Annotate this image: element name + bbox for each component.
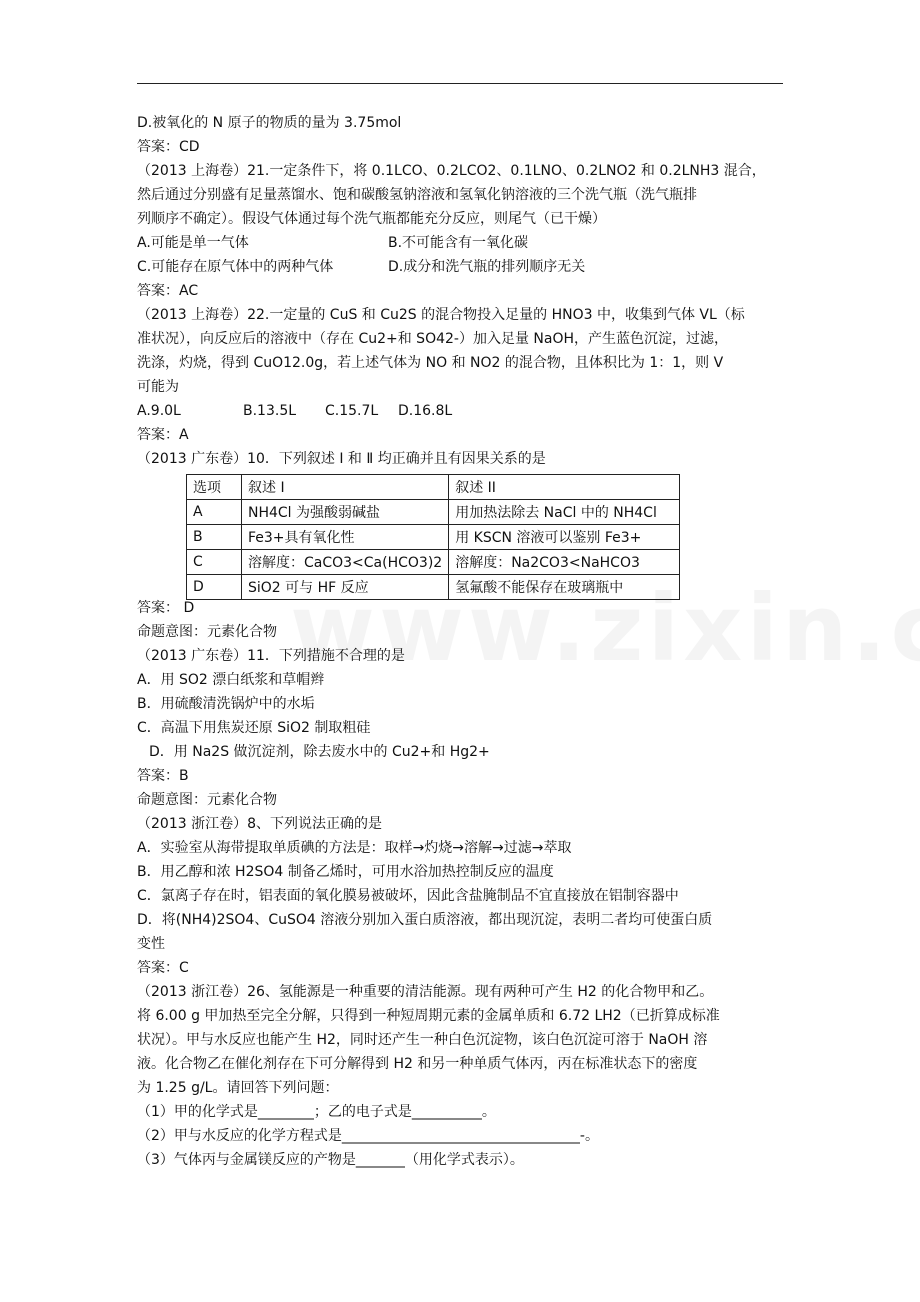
text-line: （2013 广东卷）11．下列措施不合理的是 [137, 648, 405, 664]
text-line: 状况）。甲与水反应也能产生 H2，同时还产生一种白色沉淀物，该白色沉淀可溶于 NaOH 溶 [137, 1032, 708, 1048]
table-row [187, 550, 680, 575]
text-line: 可能为 [137, 379, 179, 395]
table-cell: NH4Cl 为强酸弱碱盐 [242, 500, 449, 525]
text-line: D.被氧化的 N 原子的物质的量为 3.75mol [137, 115, 402, 131]
text-line: 洗涤，灼烧，得到 CuO12.0g，若上述气体为 NO 和 NO2 的混合物，且体积比为 1：1，则 V [137, 355, 724, 371]
table-cell: 用加热法除去 NaCl 中的 NH4Cl [449, 500, 680, 525]
text-line: 为 1.25 g/L。请回答下列问题： [137, 1080, 339, 1096]
table-row [187, 500, 680, 525]
option-a: A.9.0L [137, 403, 181, 419]
text-line: （2013 浙江卷）26、氢能源是一种重要的清洁能源。现有两种可产生 H2 的化合物甲和乙。 [137, 984, 714, 1000]
table-cell: C [187, 550, 242, 575]
table-cell: A [187, 500, 242, 525]
table-cell: 氢氟酸不能保存在玻璃瓶中 [449, 575, 680, 600]
text-line: （2013 上海卷）21.一定条件下，将 0.1LCO、0.2LCO2、0.1LNO、0.2LNO2 和 0.2LNH3 混合， [137, 163, 766, 179]
text-line: （2013 上海卷）22.一定量的 CuS 和 Cu2S 的混合物投入足量的 HNO3 中，收集到气体 VL（标 [137, 307, 745, 323]
table-header: 选项 [187, 475, 242, 500]
text-line: D．将(NH4)2SO4、CuSO4 溶液分别加入蛋白质溶液，都出现沉淀，表明二者均可使蛋白质 [137, 912, 713, 928]
table-cell: Fe3+具有氧化性 [242, 525, 449, 550]
table-cell: 用 KSCN 溶液可以鉴别 Fe3+ [449, 525, 680, 550]
text-line: B．用硫酸清洗锅炉中的水垢 [137, 696, 315, 712]
text-line: （2）甲与水反应的化学方程式是__________________________________-。 [137, 1128, 599, 1144]
text-line: 命题意图：元素化合物 [137, 624, 277, 640]
text-line: （1）甲的化学式是________；乙的电子式是__________。 [137, 1104, 496, 1120]
text-line: （2013 浙江卷）8、下列说法正确的是 [137, 816, 382, 832]
table-cell: 溶解度：Na2CO3<NaHCO3 [449, 550, 680, 575]
text-line: B．用乙醇和浓 H2SO4 制备乙烯时，可用水浴加热控制反应的温度 [137, 864, 554, 880]
option-a: A.可能是单一气体 [137, 235, 249, 251]
text-line: A．实验室从海带提取单质碘的方法是：取样→灼烧→溶解→过滤→萃取 [137, 840, 572, 856]
option-c: C.可能存在原气体中的两种气体 [137, 259, 334, 275]
option-b: B.13.5L [243, 403, 297, 419]
text-line: （2013 广东卷）10．下列叙述 Ⅰ 和 Ⅱ 均正确并且有因果关系的是 [137, 451, 546, 467]
table-row [187, 525, 680, 550]
text-line: 列顺序不确定）。假设气体通过每个洗气瓶都能充分反应，则尾气（已干燥） [137, 211, 606, 227]
answer: 答案：C [137, 960, 189, 976]
option-d: D.成分和洗气瓶的排列顺序无关 [388, 259, 586, 275]
text-line: （3）气体丙与金属镁反应的产物是_______（用化学式表示）。 [137, 1152, 524, 1168]
option-c: C.15.7L [325, 403, 379, 419]
text-line: A．用 SO2 漂白纸浆和草帽辫 [137, 672, 325, 688]
answer: 答案：AC [137, 283, 199, 299]
table-cell: B [187, 525, 242, 550]
text-line: C．氯离子存在时，铝表面的氧化膜易被破坏，因此含盐腌制品不宜直接放在铝制容器中 [137, 888, 679, 904]
header-rule [137, 83, 783, 84]
table-row [187, 575, 680, 600]
table-header: 叙述 I [242, 475, 449, 500]
text-line: 液。化合物乙在催化剂存在下可分解得到 H2 和另一种单质气体丙，丙在标准状态下的密度 [137, 1056, 698, 1072]
text-line: 答案：CD [137, 139, 200, 155]
option-d: D.16.8L [398, 403, 453, 419]
table-header-row [187, 475, 680, 500]
answer: 答案： D [137, 600, 195, 616]
statement-table [186, 474, 680, 600]
text-line: 命题意图：元素化合物 [137, 792, 277, 808]
text-line: 将 6.00 g 甲加热至完全分解，只得到一种短周期元素的金属单质和 6.72 LH2（已折算成标准 [137, 1008, 720, 1024]
table-cell: D [187, 575, 242, 600]
table-header: 叙述 II [449, 475, 680, 500]
text-line: 准状况），向反应后的溶液中（存在 Cu2+和 SO42-）加入足量 NaOH，产生蓝色沉淀，过滤， [137, 331, 729, 347]
answer: 答案：A [137, 427, 189, 443]
text-line: 然后通过分别盛有足量蒸馏水、饱和碳酸氢钠溶液和氢氧化钠溶液的三个洗气瓶（洗气瓶排 [137, 187, 697, 203]
text-line: C．高温下用焦炭还原 SiO2 制取粗硅 [137, 720, 371, 736]
text-line: 变性 [137, 936, 165, 952]
answer: 答案：B [137, 768, 189, 784]
table-cell: SiO2 可与 HF 反应 [242, 575, 449, 600]
option-b: B.不可能含有一氧化碳 [388, 235, 529, 251]
text-line: D．用 Na2S 做沉淀剂，除去废水中的 Cu2+和 Hg2+ [149, 744, 490, 760]
table-cell: 溶解度：CaCO3<Ca(HCO3)2 [242, 550, 449, 575]
